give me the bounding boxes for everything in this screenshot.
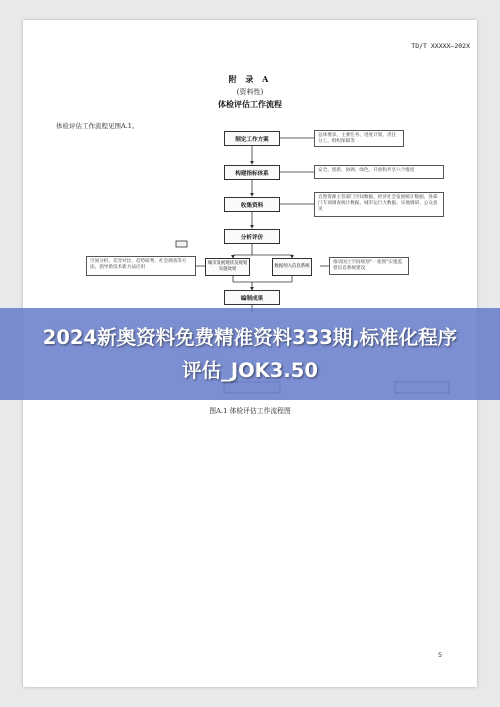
note-plan: 总体要求、主要任务、进度计划、责任分工、组织保障等 <box>314 130 404 147</box>
flow-step-plan: 制定工作方案 <box>224 131 280 146</box>
note-analyze-methods: 空间分析、差异对比、趋势研判、社会调查等方法，倡导新技术新方法应用 <box>86 256 196 276</box>
title-banner <box>0 308 500 400</box>
flow-step-indicators: 构建指标体系 <box>224 165 280 180</box>
note-collect: 自然资源主管部门空间数据、经济社会发展统计数据、各部门专项调查统计数据、城市运行大数据、实地调研、公众意见 <box>314 192 444 217</box>
page-number: 5 <box>438 651 443 659</box>
appendix-type: (资料性) <box>236 88 264 96</box>
appendix-label: 附 录 A <box>228 74 272 84</box>
flow-step-outputs: 编制成果 <box>224 290 280 305</box>
flow-substep-data: 数据纳入信息系统 <box>272 258 312 276</box>
flow-step-collect: 收集资料 <box>224 197 280 212</box>
flow-step-analyze: 分析评价 <box>224 229 280 244</box>
intro-text: 体检评估工作流程见图A.1。 <box>56 122 139 130</box>
appendix-title: 体检评估工作流程 <box>218 99 282 109</box>
note-indicators: 安全、创新、协调、绿色、开放和共享六个维度 <box>314 165 444 179</box>
note-system: 推动国土空间规划“一张图”实施监督信息系统建设 <box>329 257 409 275</box>
banner-title: 2024新奥资料免费精准资料333期,标准化程序评估_JOK3.50 <box>42 326 458 382</box>
document-code: TD/T XXXXX—202X <box>411 42 470 50</box>
figure-caption: 图A.1 体检评估工作流程图 <box>209 407 291 415</box>
flow-substep-status: 城市发展现状及规划实施效果 <box>205 258 250 276</box>
